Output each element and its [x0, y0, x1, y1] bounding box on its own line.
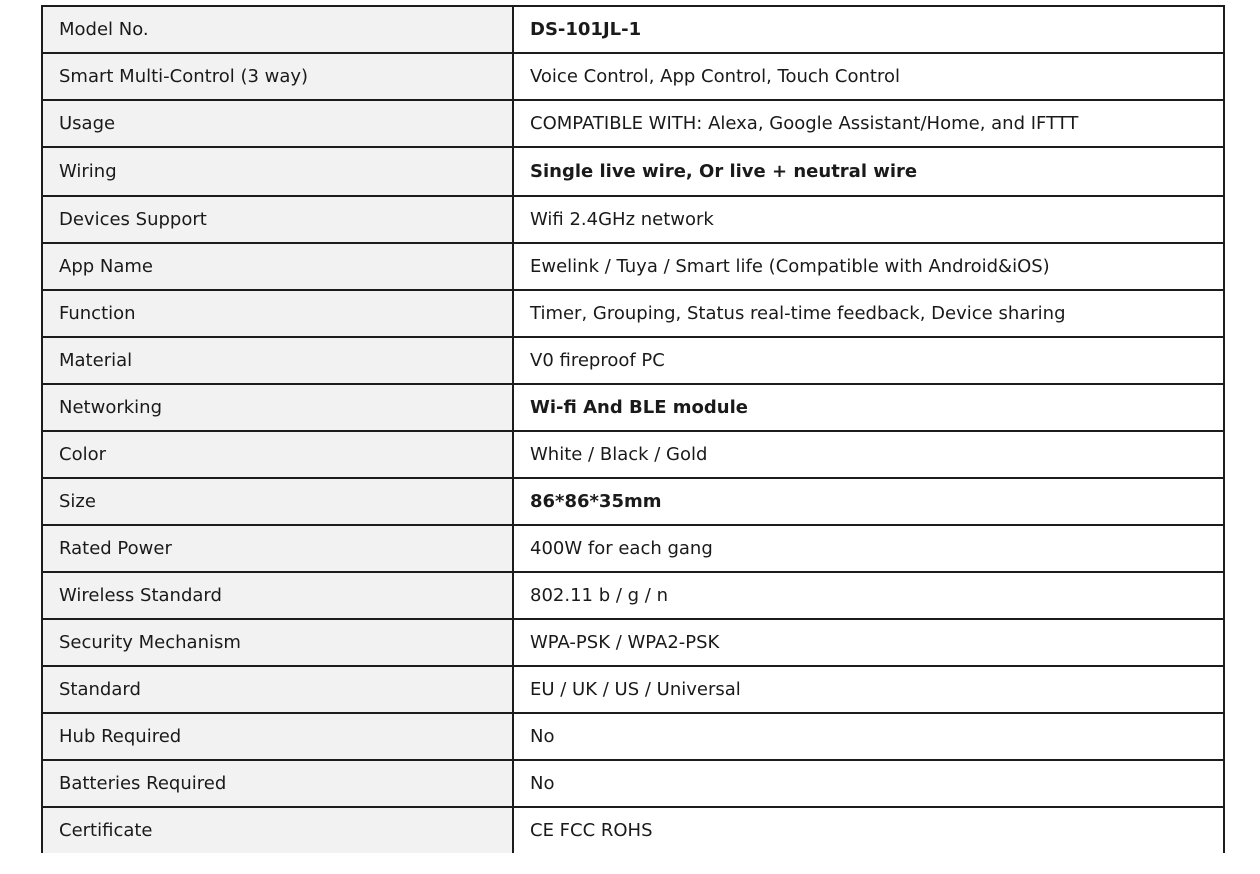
- spec-value-networking: Wi-fi And BLE module: [513, 384, 1224, 431]
- spec-label-size: Size: [42, 478, 513, 525]
- spec-label-standard: Standard: [42, 666, 513, 713]
- spec-label-hub-required: Hub Required: [42, 713, 513, 760]
- spec-value-smart-multi-control: Voice Control, App Control, Touch Control: [513, 53, 1224, 100]
- spec-label-function: Function: [42, 290, 513, 337]
- spec-label-usage: Usage: [42, 100, 513, 147]
- table-row: [42, 100, 1224, 147]
- spec-label-wireless-standard: Wireless Standard: [42, 572, 513, 619]
- table-row: [42, 6, 1224, 53]
- spec-label-devices-support: Devices Support: [42, 196, 513, 243]
- spec-value-wireless-standard: 802.11 b / g / n: [513, 572, 1224, 619]
- spec-value-rated-power: 400W for each gang: [513, 525, 1224, 572]
- spec-label-material: Material: [42, 337, 513, 384]
- table-row: [42, 243, 1224, 290]
- spec-label-app-name: App Name: [42, 243, 513, 290]
- spec-value-material: V0 fireproof PC: [513, 337, 1224, 384]
- table-row: [42, 666, 1224, 713]
- spec-value-batteries-required: No: [513, 760, 1224, 807]
- table-row: [42, 760, 1224, 807]
- spec-value-model-no: DS-101JL-1: [513, 6, 1224, 53]
- spec-label-smart-multi-control: Smart Multi-Control (3 way): [42, 53, 513, 100]
- spec-value-function: Timer, Grouping, Status real-time feedback, Device sharing: [513, 290, 1224, 337]
- spec-label-certificate: Certificate: [42, 807, 513, 853]
- spec-label-security-mechanism: Security Mechanism: [42, 619, 513, 666]
- spec-value-usage: COMPATIBLE WITH: Alexa, Google Assistant/Home, and IFTTT: [513, 100, 1224, 147]
- spec-label-networking: Networking: [42, 384, 513, 431]
- spec-value-security-mechanism: WPA-PSK / WPA2-PSK: [513, 619, 1224, 666]
- table-row: [42, 337, 1224, 384]
- spec-value-certificate: CE FCC ROHS: [513, 807, 1224, 853]
- spec-label-batteries-required: Batteries Required: [42, 760, 513, 807]
- table-row: [42, 807, 1224, 853]
- spec-value-hub-required: No: [513, 713, 1224, 760]
- table-row: [42, 431, 1224, 478]
- spec-value-size: 86*86*35mm: [513, 478, 1224, 525]
- table-row: [42, 290, 1224, 337]
- table-row: [42, 147, 1224, 196]
- spec-value-wiring: Single live wire, Or live + neutral wire: [513, 147, 1224, 196]
- table-row: [42, 478, 1224, 525]
- spec-value-app-name: Ewelink / Tuya / Smart life (Compatible with Android&iOS): [513, 243, 1224, 290]
- table-row: [42, 384, 1224, 431]
- table-row: [42, 525, 1224, 572]
- spec-value-devices-support: Wifi 2.4GHz network: [513, 196, 1224, 243]
- spec-label-model-no: Model No.: [42, 6, 513, 53]
- spec-label-wiring: Wiring: [42, 147, 513, 196]
- table-row: [42, 619, 1224, 666]
- table-row: [42, 572, 1224, 619]
- spec-label-color: Color: [42, 431, 513, 478]
- spec-value-standard: EU / UK / US / Universal: [513, 666, 1224, 713]
- table-row: [42, 53, 1224, 100]
- table-row: [42, 196, 1224, 243]
- table-row: [42, 713, 1224, 760]
- spec-table: [41, 5, 1225, 853]
- spec-value-color: White / Black / Gold: [513, 431, 1224, 478]
- spec-label-rated-power: Rated Power: [42, 525, 513, 572]
